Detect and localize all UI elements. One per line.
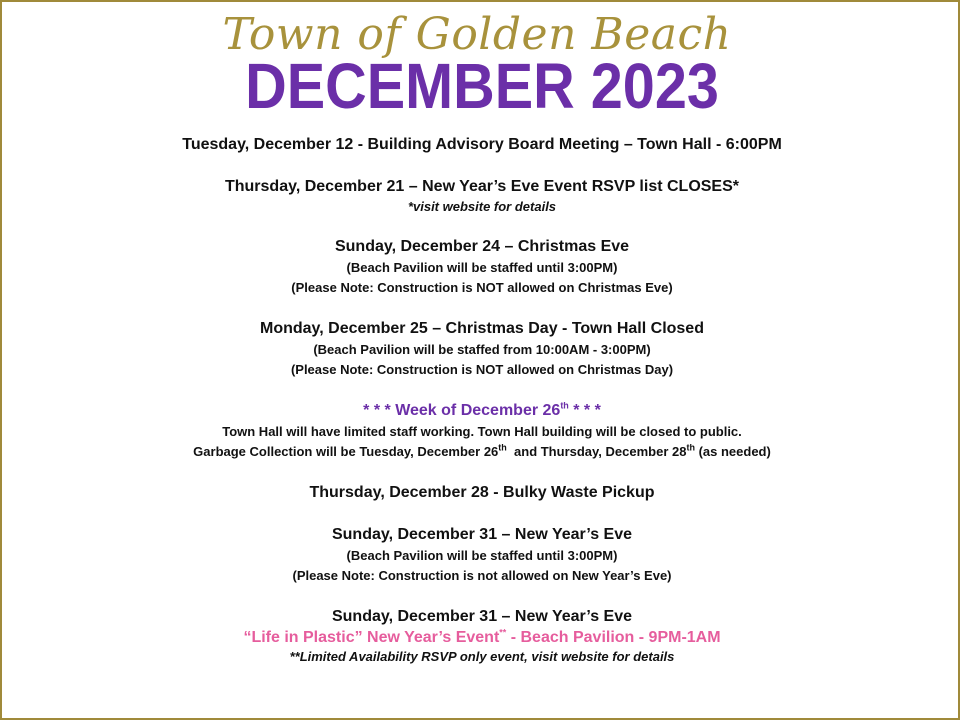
event-title: Sunday, December 24 – Christmas Eve xyxy=(334,238,630,255)
event-item xyxy=(2,482,960,504)
event-detail: (Beach Pavilion will be staffed from 10:00AM - 3:00PM) xyxy=(313,342,651,357)
event-title: Tuesday, December 12 - Building Advisory Board Meeting – Town Hall - 6:00PM xyxy=(182,136,782,153)
town-name-title: Town of Golden Beach xyxy=(222,9,732,60)
flyer-header xyxy=(2,9,960,122)
event-item xyxy=(2,318,960,380)
event-detail: (Please Note: Construction is NOT allowed on Christmas Eve) xyxy=(291,280,673,295)
event-item xyxy=(2,176,960,216)
event-highlight: “Life in Plastic” New Year’s Event** - Beach Pavilion - 9PM-1AM xyxy=(243,627,721,646)
event-title: Monday, December 25 – Christmas Day - Town Hall Closed xyxy=(260,320,704,337)
event-item xyxy=(2,236,960,298)
event-item-week-notice xyxy=(2,400,960,462)
event-detail: (Beach Pavilion will be staffed until 3:00PM) xyxy=(346,260,618,275)
event-list xyxy=(2,134,960,686)
event-item xyxy=(2,606,960,666)
week-heading: * * * Week of December 26th * * * xyxy=(363,400,601,419)
event-title: Thursday, December 21 – New Year’s Eve Event RSVP list CLOSES* xyxy=(224,178,739,195)
event-note: **Limited Availability RSVP only event, visit website for details xyxy=(289,649,675,664)
event-detail: (Please Note: Construction is not allowed on New Year’s Eve) xyxy=(292,568,672,583)
event-title: Sunday, December 31 – New Year’s Eve xyxy=(331,526,633,543)
event-item xyxy=(2,524,960,586)
garbage-detail: Garbage Collection will be Tuesday, December 26th and Thursday, December 28th (as needed) xyxy=(193,442,771,459)
event-item xyxy=(2,134,960,156)
event-title: Thursday, December 28 - Bulky Waste Pickup xyxy=(309,484,655,501)
month-title: DECEMBER 2023 xyxy=(245,50,719,122)
event-detail: (Beach Pavilion will be staffed until 3:00PM) xyxy=(346,548,618,563)
event-note: *visit website for details xyxy=(407,199,557,214)
event-detail: (Please Note: Construction is NOT allowed on Christmas Day) xyxy=(290,362,674,377)
event-title: Sunday, December 31 – New Year’s Eve xyxy=(331,608,633,625)
event-detail: Town Hall will have limited staff working. Town Hall building will be closed to public. xyxy=(222,424,742,439)
